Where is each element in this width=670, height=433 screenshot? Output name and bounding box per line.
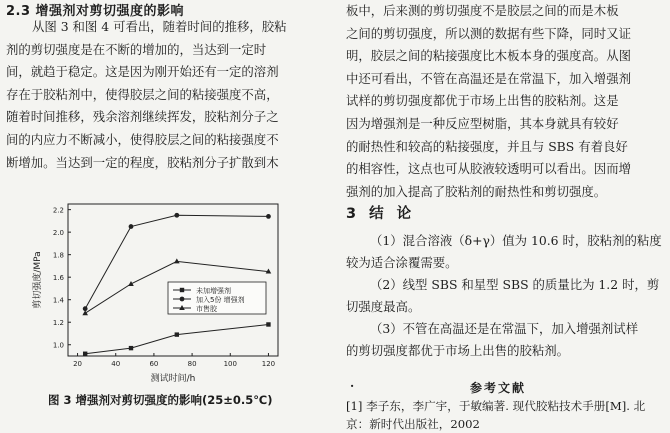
text-line: 试样的剪切强度都优于市场上出售的胶粘剂。这是 [346,90,668,113]
text-line: 中还可看出，不管在高温还是在常温下，加入增强剂 [346,68,668,91]
series-1-point [129,346,133,350]
y-tick-label: 1.8 [53,252,64,260]
text-line: 断增加。当达到一定的程度，胶粘剂分子扩散到木 [6,152,328,175]
text-line: 板中，后来测的剪切强度不是胶层之间的而是木板 [346,0,668,23]
text-line: 较为适合涂覆需要。 [346,252,668,274]
x-tick-label: 20 [73,360,82,368]
series-1-point [266,322,270,326]
x-tick-label: 80 [188,360,197,368]
legend-marker-1 [180,288,184,292]
text-line: 的相容性，这点也可从胶液较透明可以看出。因而增 [346,158,668,181]
plot-frame [68,204,278,356]
shear-strength-chart [0,196,330,392]
legend-marker-2 [180,297,185,302]
x-tick-label: 120 [262,360,275,368]
text-line: 强剂的加入提高了胶粘剂的耐热性和剪切强度。 [346,181,668,204]
x-tick-label: 60 [149,360,158,368]
text-line: 从图 3 和图 4 可看出，随着时间的推移，胶粘 [6,16,328,39]
reference-item [346,398,645,433]
text-line: 剂的剪切强度是在不断的增加的，当达到一定时 [6,39,328,62]
series-2-point [266,214,271,219]
section-heading-2-3: 2.3 增强剂对剪切强度的影响 [6,0,184,19]
text-line: 因为增强剂是一种反应型树脂，其本身就具有较好 [346,113,668,136]
text-line: 存在于胶粘剂中，使得胶层之间的粘接强度不高， [6,84,328,107]
y-tick-label: 1.0 [53,342,64,350]
reference-line: [1] 李子东，李广宇，于敏编著. 现代胶粘技术手册[M]. 北 [346,398,645,416]
conclusion-item-1: （1）混合溶液（δ+γ）值为 10.6 时，胶粘剂的粘度 [346,230,668,252]
text-line: 之间的剪切强度，所以测的数据有些下降，同时又证 [346,23,668,46]
section-heading-3: 3 结 论 [346,202,415,223]
text-line: 间的内应力不断减小，使得胶层之间的粘接强度不 [6,129,328,152]
references-heading: 参考文献 [470,379,526,396]
y-tick-label: 2.2 [53,207,64,215]
text-line: 间，就趋于稳定。这是因为刚开始还有一定的溶剂 [6,61,328,84]
y-tick-label: 2.0 [53,229,64,237]
y-tick-label: 1.2 [53,319,64,327]
series-3-point [174,258,180,263]
right-column-paragraph [346,0,668,203]
legend-label-1: 未加增强剂 [196,286,231,295]
y-axis-label: 剪切强度/MPa [31,251,43,308]
conclusion-item-3: （3）不管在高温还是在常温下，加入增强剂试样 [346,318,668,340]
x-axis-label: 测试时间/h [151,372,196,384]
legend-label-2: 加入5份 增强剂 [196,295,245,304]
figure-caption: 图 3 增强剂对剪切强度的影响(25±0.5℃) [48,392,272,408]
text-line: 随着时间推移，残余溶剂继续挥发，胶粘剂分子之 [6,106,328,129]
x-tick-label: 40 [111,360,120,368]
text-line: 的剪切强度都优于市场上出售的胶粘剂。 [346,340,668,362]
x-tick-label: 100 [224,360,237,368]
series-2-point [174,213,179,218]
reference-line: 京：新时代出版社，2002 [346,416,645,433]
references-marker: · [350,379,354,393]
series-1-point [175,332,179,336]
y-tick-label: 1.4 [53,297,65,305]
text-line: 的耐热性和较高的粘接强度，并且与 SBS 有着良好 [346,136,668,159]
section-2-3-paragraph [6,16,328,174]
text-line: 明，胶层之间的粘接强度比木板本身的强度高。从图 [346,45,668,68]
series-line-1 [85,325,268,354]
conclusion-item-2: （2）线型 SBS 和星型 SBS 的质量比为 1.2 时，剪 [346,274,668,296]
series-3-point [82,310,88,315]
conclusion-list [346,230,668,362]
series-1-point [83,352,87,356]
legend-label-3: 市售胶 [196,304,218,313]
series-2-point [129,224,134,229]
y-tick-label: 1.6 [53,274,65,282]
text-line: 切强度最高。 [346,296,668,318]
